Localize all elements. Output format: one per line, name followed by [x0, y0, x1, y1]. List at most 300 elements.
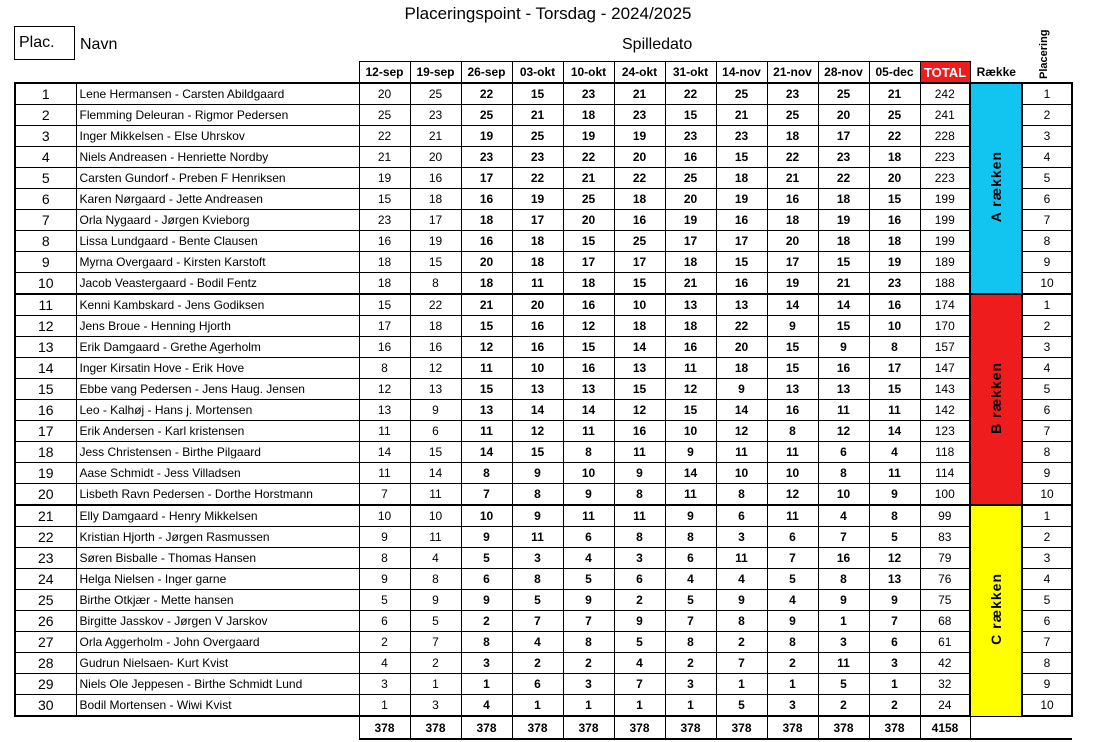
plac-cell: 16 — [15, 400, 76, 421]
placering-cell: 2 — [1022, 105, 1072, 126]
score-cell: 15 — [614, 379, 665, 400]
total-cell: 114 — [920, 463, 970, 484]
score-cell: 14 — [461, 442, 512, 463]
score-cell: 17 — [818, 126, 869, 147]
score-cell: 2 — [716, 632, 767, 653]
name-cell: Elly Damgaard - Henry Mikkelsen — [76, 505, 359, 527]
total-cell: 242 — [920, 83, 970, 105]
column-total: 378 — [359, 716, 410, 739]
score-cell: 19 — [410, 231, 461, 252]
name-cell: Kristian Hjorth - Jørgen Rasmussen — [76, 527, 359, 548]
score-cell: 5 — [767, 569, 818, 590]
score-cell: 18 — [869, 231, 920, 252]
placering-cell: 4 — [1022, 569, 1072, 590]
total-cell: 143 — [920, 379, 970, 400]
score-cell: 1 — [818, 611, 869, 632]
score-cell: 8 — [512, 484, 563, 506]
table-row — [15, 442, 1072, 463]
plac-cell: 8 — [15, 231, 76, 252]
score-cell: 18 — [869, 147, 920, 168]
score-cell: 5 — [359, 590, 410, 611]
date-header: 31-okt — [665, 62, 716, 84]
name-cell: Jacob Veastergaard - Bodil Fentz — [76, 273, 359, 295]
total-cell: 228 — [920, 126, 970, 147]
score-cell: 8 — [512, 569, 563, 590]
score-cell: 6 — [563, 527, 614, 548]
score-cell: 8 — [461, 463, 512, 484]
table-row — [15, 611, 1072, 632]
score-cell: 20 — [614, 147, 665, 168]
score-cell: 15 — [665, 105, 716, 126]
score-cell: 11 — [818, 653, 869, 674]
score-cell: 18 — [359, 252, 410, 273]
score-cell: 8 — [869, 505, 920, 527]
score-cell: 22 — [359, 126, 410, 147]
score-cell: 3 — [767, 695, 818, 717]
score-cell: 21 — [869, 83, 920, 105]
score-cell: 8 — [869, 337, 920, 358]
score-cell: 12 — [767, 484, 818, 506]
score-cell: 9 — [512, 505, 563, 527]
score-cell: 18 — [410, 316, 461, 337]
total-cell: 79 — [920, 548, 970, 569]
score-cell: 13 — [410, 379, 461, 400]
group-label: C rækken — [988, 573, 1004, 646]
score-cell: 15 — [767, 337, 818, 358]
score-cell: 7 — [665, 611, 716, 632]
total-cell: 42 — [920, 653, 970, 674]
score-cell: 6 — [665, 548, 716, 569]
score-cell: 10 — [869, 316, 920, 337]
score-cell: 16 — [461, 231, 512, 252]
name-cell: Birgitte Jasskov - Jørgen V Jarskov — [76, 611, 359, 632]
score-cell: 25 — [410, 83, 461, 105]
score-cell: 25 — [614, 231, 665, 252]
table-row — [15, 168, 1072, 189]
date-header: 14-nov — [716, 62, 767, 84]
score-cell: 20 — [512, 294, 563, 316]
total-cell: 99 — [920, 505, 970, 527]
plac-cell: 9 — [15, 252, 76, 273]
total-cell: 142 — [920, 400, 970, 421]
table-row — [15, 463, 1072, 484]
score-cell: 5 — [869, 527, 920, 548]
score-cell: 4 — [512, 632, 563, 653]
table-row — [15, 590, 1072, 611]
score-cell: 18 — [359, 273, 410, 295]
score-cell: 16 — [359, 337, 410, 358]
name-cell: Flemming Deleuran - Rigmor Pedersen — [76, 105, 359, 126]
score-cell: 18 — [818, 231, 869, 252]
plac-cell: 19 — [15, 463, 76, 484]
score-cell: 14 — [716, 400, 767, 421]
score-cell: 9 — [716, 590, 767, 611]
score-cell: 23 — [563, 83, 614, 105]
score-cell: 16 — [869, 210, 920, 231]
score-cell: 18 — [665, 252, 716, 273]
total-cell: 199 — [920, 189, 970, 210]
score-cell: 18 — [461, 210, 512, 231]
score-cell: 15 — [461, 379, 512, 400]
name-cell: Helga Nielsen - Inger garne — [76, 569, 359, 590]
plac-cell: 27 — [15, 632, 76, 653]
score-cell: 4 — [614, 653, 665, 674]
placering-cell: 6 — [1022, 189, 1072, 210]
score-cell: 11 — [767, 505, 818, 527]
column-total: 378 — [410, 716, 461, 739]
score-cell: 20 — [869, 168, 920, 189]
score-cell: 21 — [461, 294, 512, 316]
score-cell: 19 — [716, 189, 767, 210]
score-cell: 10 — [563, 463, 614, 484]
score-cell: 16 — [818, 548, 869, 569]
total-cell: 100 — [920, 484, 970, 506]
score-cell: 13 — [359, 400, 410, 421]
score-cell: 11 — [563, 421, 614, 442]
score-cell: 12 — [614, 400, 665, 421]
score-cell: 12 — [359, 379, 410, 400]
plac-cell: 29 — [15, 674, 76, 695]
score-cell: 15 — [614, 273, 665, 295]
score-cell: 15 — [818, 252, 869, 273]
score-cell: 2 — [410, 653, 461, 674]
score-cell: 13 — [665, 294, 716, 316]
score-cell: 15 — [512, 442, 563, 463]
score-cell: 8 — [716, 484, 767, 506]
score-cell: 23 — [359, 210, 410, 231]
score-cell: 3 — [818, 632, 869, 653]
score-cell: 25 — [716, 83, 767, 105]
table-row — [15, 400, 1072, 421]
total-cell: 189 — [920, 252, 970, 273]
score-cell: 2 — [461, 611, 512, 632]
name-cell: Kenni Kambskard - Jens Godiksen — [76, 294, 359, 316]
score-cell: 19 — [869, 252, 920, 273]
score-cell: 11 — [614, 505, 665, 527]
score-cell: 11 — [665, 484, 716, 506]
plac-cell: 7 — [15, 210, 76, 231]
score-cell: 16 — [563, 358, 614, 379]
score-cell: 16 — [614, 210, 665, 231]
score-cell: 17 — [767, 252, 818, 273]
score-cell: 9 — [869, 484, 920, 506]
score-cell: 14 — [614, 337, 665, 358]
score-table — [14, 61, 1073, 740]
name-cell: Leo - Kalhøj - Hans j. Mortensen — [76, 400, 359, 421]
score-cell: 3 — [563, 674, 614, 695]
score-cell: 16 — [512, 316, 563, 337]
placering-cell: 7 — [1022, 210, 1072, 231]
score-cell: 17 — [614, 252, 665, 273]
score-cell: 2 — [818, 695, 869, 717]
score-cell: 10 — [512, 358, 563, 379]
score-cell: 15 — [767, 358, 818, 379]
score-cell: 2 — [563, 653, 614, 674]
column-total: 378 — [512, 716, 563, 739]
plac-cell: 17 — [15, 421, 76, 442]
score-cell: 22 — [461, 83, 512, 105]
score-cell: 16 — [767, 189, 818, 210]
placering-cell: 1 — [1022, 294, 1072, 316]
score-cell: 16 — [767, 400, 818, 421]
score-cell: 20 — [818, 105, 869, 126]
score-cell: 17 — [563, 252, 614, 273]
column-total: 378 — [767, 716, 818, 739]
score-cell: 14 — [563, 400, 614, 421]
score-cell: 17 — [665, 231, 716, 252]
total-cell: 223 — [920, 147, 970, 168]
score-cell: 20 — [563, 210, 614, 231]
placering-cell: 5 — [1022, 168, 1072, 189]
score-cell: 11 — [767, 442, 818, 463]
column-total: 378 — [869, 716, 920, 739]
date-header: 28-nov — [818, 62, 869, 84]
score-cell: 4 — [359, 653, 410, 674]
score-cell: 16 — [563, 294, 614, 316]
placering-cell: 1 — [1022, 83, 1072, 105]
score-cell: 14 — [869, 421, 920, 442]
score-cell: 6 — [359, 611, 410, 632]
table-row — [15, 674, 1072, 695]
total-cell: 174 — [920, 294, 970, 316]
score-cell: 22 — [767, 147, 818, 168]
score-cell: 13 — [767, 379, 818, 400]
score-cell: 18 — [767, 210, 818, 231]
totals-row — [15, 716, 1072, 739]
score-cell: 8 — [359, 358, 410, 379]
score-cell: 9 — [512, 463, 563, 484]
score-cell: 13 — [461, 400, 512, 421]
plac-cell: 1 — [15, 83, 76, 105]
score-cell: 8 — [410, 569, 461, 590]
score-cell: 11 — [461, 358, 512, 379]
placering-cell: 4 — [1022, 358, 1072, 379]
name-cell: Orla Aggerholm - John Overgaard — [76, 632, 359, 653]
score-cell: 18 — [461, 273, 512, 295]
column-total: 378 — [614, 716, 665, 739]
score-cell: 2 — [512, 653, 563, 674]
total-cell: 199 — [920, 231, 970, 252]
blank-cell — [76, 716, 359, 739]
score-cell: 25 — [461, 105, 512, 126]
table-row — [15, 252, 1072, 273]
date-header: 10-okt — [563, 62, 614, 84]
score-cell: 15 — [359, 189, 410, 210]
score-cell: 17 — [716, 231, 767, 252]
score-cell: 5 — [410, 611, 461, 632]
total-cell: 170 — [920, 316, 970, 337]
total-cell: 123 — [920, 421, 970, 442]
score-cell: 3 — [359, 674, 410, 695]
name-cell: Gudrun Nielsaen- Kurt Kvist — [76, 653, 359, 674]
score-cell: 15 — [869, 379, 920, 400]
score-cell: 5 — [716, 695, 767, 717]
table-row — [15, 358, 1072, 379]
plac-cell: 2 — [15, 105, 76, 126]
score-cell: 16 — [716, 210, 767, 231]
score-cell: 3 — [512, 548, 563, 569]
score-cell: 19 — [512, 189, 563, 210]
column-total: 378 — [665, 716, 716, 739]
score-cell: 1 — [563, 695, 614, 717]
score-cell: 2 — [665, 653, 716, 674]
placering-cell: 2 — [1022, 527, 1072, 548]
score-cell: 18 — [665, 316, 716, 337]
score-cell: 16 — [716, 273, 767, 295]
score-cell: 19 — [359, 168, 410, 189]
score-cell: 16 — [818, 358, 869, 379]
score-cell: 11 — [410, 484, 461, 506]
table-row — [15, 548, 1072, 569]
total-cell: 199 — [920, 210, 970, 231]
plac-cell: 26 — [15, 611, 76, 632]
table-row — [15, 294, 1072, 316]
group-cell — [970, 505, 1022, 716]
score-cell: 5 — [818, 674, 869, 695]
score-cell: 8 — [767, 632, 818, 653]
plac-cell: 25 — [15, 590, 76, 611]
score-cell: 10 — [818, 484, 869, 506]
score-cell: 20 — [665, 189, 716, 210]
total-cell: 118 — [920, 442, 970, 463]
group-label: B rækken — [988, 362, 1004, 434]
score-cell: 6 — [512, 674, 563, 695]
score-cell: 6 — [461, 569, 512, 590]
score-cell: 18 — [767, 126, 818, 147]
score-cell: 15 — [716, 252, 767, 273]
plac-cell: 14 — [15, 358, 76, 379]
placering-cell: 10 — [1022, 273, 1072, 295]
table-row — [15, 231, 1072, 252]
score-cell: 5 — [563, 569, 614, 590]
score-cell: 1 — [767, 674, 818, 695]
score-cell: 23 — [869, 273, 920, 295]
name-cell: Lene Hermansen - Carsten Abildgaard — [76, 83, 359, 105]
plac-cell: 18 — [15, 442, 76, 463]
score-cell: 1 — [359, 695, 410, 717]
score-cell: 21 — [563, 168, 614, 189]
score-cell: 3 — [614, 548, 665, 569]
name-cell: Søren Bisballe - Thomas Hansen — [76, 548, 359, 569]
score-cell: 8 — [359, 548, 410, 569]
score-cell: 7 — [512, 611, 563, 632]
score-cell: 14 — [359, 442, 410, 463]
score-cell: 9 — [359, 527, 410, 548]
score-cell: 5 — [665, 590, 716, 611]
score-cell: 16 — [461, 189, 512, 210]
placering-cell: 6 — [1022, 400, 1072, 421]
table-row — [15, 421, 1072, 442]
score-cell: 11 — [614, 442, 665, 463]
table-row — [15, 695, 1072, 717]
placering-cell: 10 — [1022, 695, 1072, 717]
plac-cell: 11 — [15, 294, 76, 316]
placering-cell: 8 — [1022, 442, 1072, 463]
score-cell: 10 — [359, 505, 410, 527]
placering-cell: 3 — [1022, 548, 1072, 569]
score-cell: 9 — [869, 590, 920, 611]
score-cell: 10 — [461, 505, 512, 527]
column-total: 378 — [563, 716, 614, 739]
score-cell: 18 — [563, 105, 614, 126]
table-row — [15, 105, 1072, 126]
blank-cell — [1022, 716, 1072, 739]
score-cell: 4 — [665, 569, 716, 590]
score-cell: 14 — [665, 463, 716, 484]
score-cell: 6 — [614, 569, 665, 590]
table-row — [15, 83, 1072, 105]
name-cell: Niels Ole Jeppesen - Birthe Schmidt Lund — [76, 674, 359, 695]
score-cell: 11 — [665, 358, 716, 379]
placering-cell: 7 — [1022, 632, 1072, 653]
score-cell: 20 — [359, 83, 410, 105]
date-header: 19-sep — [410, 62, 461, 84]
score-cell: 10 — [614, 294, 665, 316]
blank-cell — [76, 62, 359, 84]
score-cell: 15 — [665, 400, 716, 421]
column-total: 378 — [461, 716, 512, 739]
placering-cell: 5 — [1022, 590, 1072, 611]
plac-cell: 15 — [15, 379, 76, 400]
name-cell: Lisbeth Ravn Pedersen - Dorthe Horstmann — [76, 484, 359, 506]
score-cell: 10 — [767, 463, 818, 484]
spilledato-header: Spilledato — [622, 36, 693, 53]
score-cell: 17 — [359, 316, 410, 337]
score-cell: 1 — [665, 695, 716, 717]
name-cell: Bodil Mortensen - Wiwi Kvist — [76, 695, 359, 717]
table-row — [15, 653, 1072, 674]
score-cell: 19 — [818, 210, 869, 231]
column-total: 378 — [716, 716, 767, 739]
score-cell: 9 — [818, 337, 869, 358]
placering-cell: 8 — [1022, 231, 1072, 252]
score-cell: 7 — [716, 653, 767, 674]
score-cell: 18 — [716, 358, 767, 379]
score-cell: 25 — [359, 105, 410, 126]
plac-cell: 4 — [15, 147, 76, 168]
table-row — [15, 273, 1072, 295]
blank-cell — [15, 62, 76, 84]
score-cell: 3 — [410, 695, 461, 717]
total-cell: 157 — [920, 337, 970, 358]
name-cell: Inger Kirsatin Hove - Erik Hove — [76, 358, 359, 379]
score-cell: 2 — [614, 590, 665, 611]
score-cell: 16 — [614, 421, 665, 442]
score-cell: 19 — [461, 126, 512, 147]
score-cell: 1 — [512, 695, 563, 717]
date-header-row — [15, 62, 1072, 84]
plac-cell: 21 — [15, 505, 76, 527]
table-row — [15, 316, 1072, 337]
score-cell: 17 — [512, 210, 563, 231]
score-cell: 7 — [869, 611, 920, 632]
score-cell: 3 — [665, 674, 716, 695]
score-cell: 15 — [461, 316, 512, 337]
score-cell: 10 — [410, 505, 461, 527]
table-row — [15, 147, 1072, 168]
placering-cell: 1 — [1022, 505, 1072, 527]
score-cell: 14 — [410, 463, 461, 484]
score-cell: 5 — [512, 590, 563, 611]
score-cell: 16 — [410, 168, 461, 189]
score-cell: 20 — [767, 231, 818, 252]
score-cell: 14 — [512, 400, 563, 421]
score-cell: 25 — [818, 83, 869, 105]
score-cell: 9 — [461, 590, 512, 611]
name-cell: Orla Nygaard - Jørgen Kvieborg — [76, 210, 359, 231]
score-cell: 6 — [716, 505, 767, 527]
score-cell: 25 — [869, 105, 920, 126]
